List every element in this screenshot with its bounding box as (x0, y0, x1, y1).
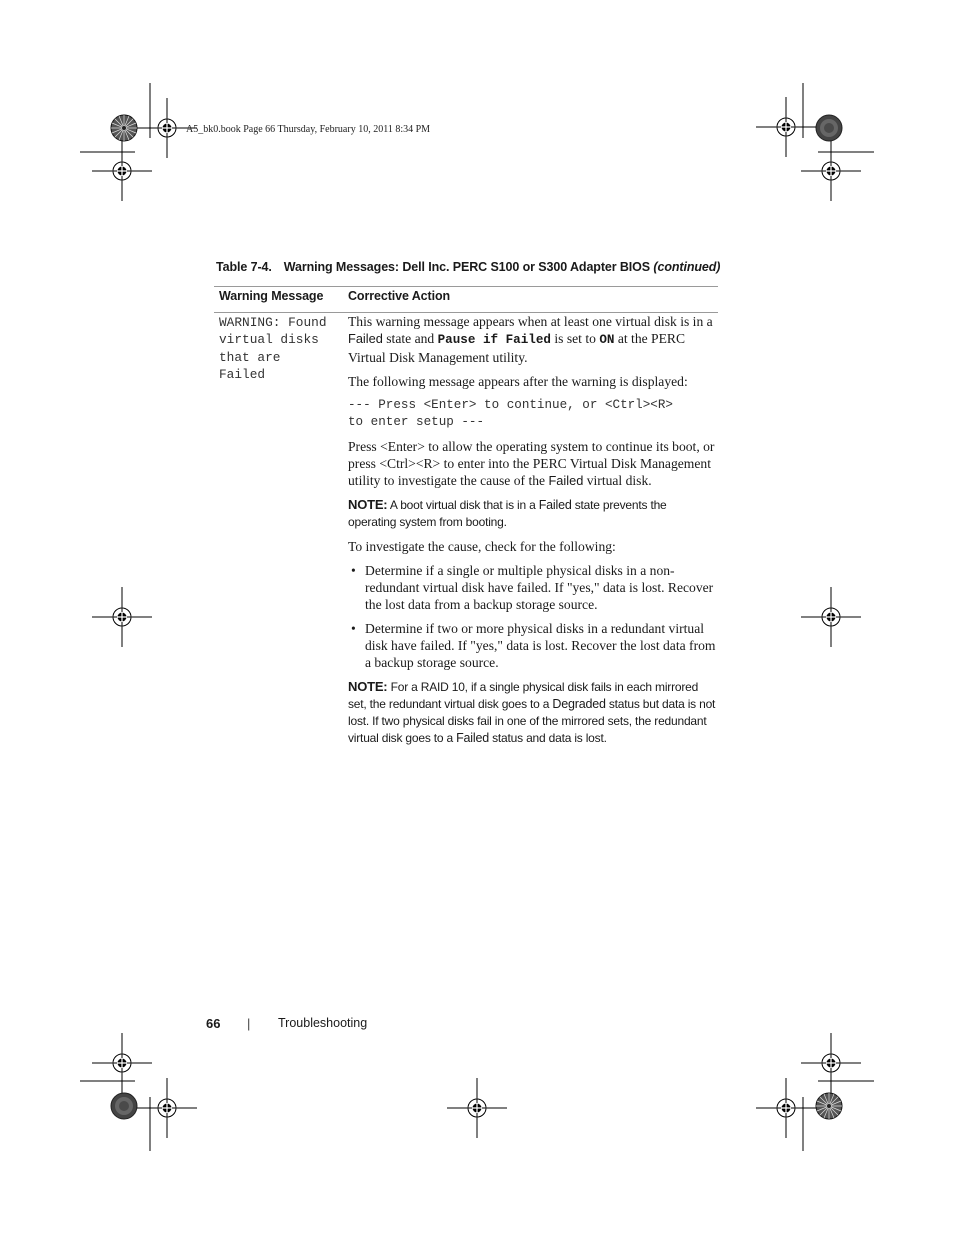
table-title: Warning Messages: Dell Inc. PERC S100 or S300 Adapter BIOS (283, 260, 651, 274)
print-slug: A5_bk0.book Page 66 Thursday, February 10, 2011 8:34 PM (186, 124, 431, 135)
table-top-rule (214, 286, 718, 287)
action-paragraph-1: This warning message appears when at least one virtual disk is in a Failed state and Pause if Failed is set to ON at the PERC Virtual Disk Management utility. (348, 314, 713, 365)
page-number: 66 (206, 1016, 221, 1031)
bullet-icon: • (351, 621, 356, 636)
action-paragraph-3: Press <Enter> to allow the operating system to continue its boot, or press <Ctrl><R> to enter into the PERC Virtual Disk Management utility to investigate the cause of the Failed virtual disk. (348, 439, 715, 488)
bullet-icon: • (351, 563, 356, 578)
note-label: NOTE: (348, 679, 388, 694)
bullet-item: • Determine if two or more physical disks in a redundant virtual disk have failed. If "yes," data is lost. Recover the lost data from a backup storage source. (351, 621, 716, 670)
corrective-action-cell (348, 313, 716, 754)
note-raid10: NOTE: For a RAID 10, if a single physical disk fails in each mirrored set, the redundant virtual disk goes to a Degraded status but data is not lost. If two physical disks fail in one of the mirrored sets, the redundant virtual disk goes to a Failed status and data is lost. (348, 679, 716, 745)
failed-term: Failed (548, 473, 584, 488)
table-number: Table 7-4. (216, 260, 272, 274)
table-continued: (continued) (653, 260, 721, 274)
action-paragraph-2: The following message appears after the warning is displayed: (348, 374, 688, 389)
warning-message-cell: WARNING: Found virtual disks that are Failed (219, 315, 327, 383)
col-header-corrective-action: Corrective Action (348, 289, 451, 303)
table-caption (216, 260, 720, 274)
footer-separator: | (247, 1016, 251, 1031)
note-label: NOTE: (348, 497, 388, 512)
degraded-term: Degraded (552, 697, 606, 711)
note-boot-disk: NOTE: A boot virtual disk that is in a Failed state prevents the operating system from booting. (348, 497, 667, 529)
section-name: Troubleshooting (278, 1016, 368, 1030)
action-paragraph-4: To investigate the cause, check for the following: (348, 539, 616, 554)
col-header-warning-message: Warning Message (219, 289, 324, 303)
failed-term: Failed (538, 498, 572, 512)
failed-term: Failed (456, 731, 489, 745)
pause-if-failed-setting: Pause if Failed (437, 333, 551, 347)
bullet-item: • Determine if a single or multiple physical disks in a non-redundant virtual disk have failed. If "yes," data is lost. Recover the lost data from a backup storage source. (351, 563, 714, 612)
failed-term: Failed (348, 331, 383, 346)
on-value: ON (599, 333, 615, 347)
prompt-message-code: --- Press <Enter> to continue, or <Ctrl><R> to enter setup --- (348, 398, 673, 429)
